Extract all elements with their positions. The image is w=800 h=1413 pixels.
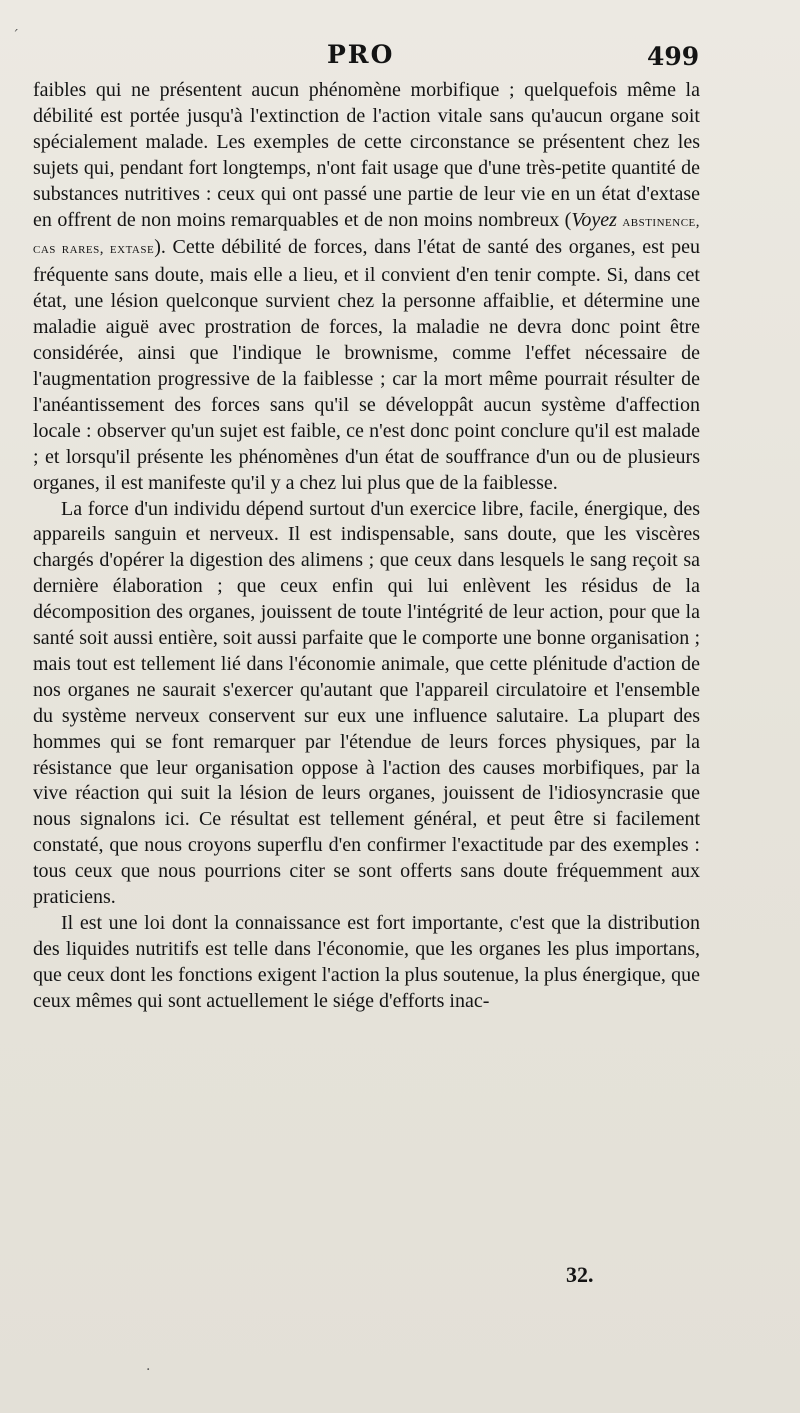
paragraph-1 — [33, 78, 700, 497]
body-text — [33, 78, 700, 1015]
paragraph-2: La force d'un individu dépend surtout d'un exercice libre, facile, énergique, des appareils sanguin et nerveux. Il est indispensable, sans doute, que les viscères chargés d'opérer la digestion des alimens ; que ceux dans lesquels le sang reçoit sa dernière élaboration ; que ceux enfin qui lui enlèvent les résidus de la décomposition des organes, jouissent de toute l'intégrité de leur action, pour que la santé soit aussi entière, soit aussi parfaite que le comporte une bonne organisation ; mais tout est tellement lié dans l'économie animale, que cette plénitude d'action de nos organes ne saurait s'exercer qu'autant que l'appareil circulatoire et l'ensemble du système nerveux conservent sur eux une influence salutaire. La plupart des hommes qui se font remarquer par l'étendue de leurs forces physiques, par la résistance que leur organisation oppose à l'action des causes morbifiques, par la vive réaction qui suit la lésion de leurs organes, jouissent de l'idiosyncrasie que nous signalons ici. Ce résultat est tellement général, et peut être si facilement constaté, que nous croyons superflu d'en confirmer l'exactitude par des exemples : tous ceux que nous pourrions citer se sont offerts sans doute fréquemment aux praticiens. — [33, 497, 700, 909]
voyez-label: Voyez — [571, 208, 617, 231]
running-head: PRO — [327, 40, 395, 69]
paragraph-3: Il est une loi dont la connaissance est fort importante, c'est que la distribution des liquides nutritifs est telle dans l'économie, que les organes les plus importans, que ceux dont les fonctions exigent l'action la plus soutenue, la plus énergique, que ceux mêmes qui sont actuellement le siége d'efforts inac- — [33, 912, 700, 1012]
page-speck: · — [146, 1362, 151, 1378]
page-number: 499 — [647, 42, 700, 71]
signature-mark: 32. — [566, 1262, 594, 1287]
cross-references: abstinence, cas rares, extase — [33, 213, 701, 258]
page-speck: ´ — [12, 28, 19, 44]
paragraph-1-text-b: ). Cette débilité de forces, dans l'état de santé des organes, est peu fréquente sans doute, mais elle a lieu, et il convient d'en tenir compte. Si, dans cet état, une lésion quelconque survient chez la personne affaiblie, et détermine une maladie aiguë avec prostration de forces, la maladie ne devra donc point être considérée, ainsi que l'indique le brownisme, comme l'effet nécessaire de l'augmentation progressive de la faiblesse ; car la mort même pourrait résulter de l'anéantissement des forces sans qu'il se développât aucun système d'affection locale : observer qu'un sujet est faible, ce n'est donc point conclure qu'il est malade ; et lorsqu'il présente les phénomènes d'un état de souffrance d'un ou de plusieurs organes, il est manifeste qu'il y a chez lui plus que de la faiblesse. — [33, 236, 700, 494]
page-header — [0, 40, 800, 74]
paragraph-1-text-a: faibles qui ne présentent aucun phénomène morbifique ; quelquefois même la débilité est portée jusqu'à l'extinction de l'action vitale sans qu'aucun organe soit spécialement malade. Les exemples de cette circonstance se présentent chez les sujets qui, pendant fort longtemps, n'ont fait usage que d'une très-petite quantité de substances nutritives : ceux qui ont passé une partie de leur vie en un état d'extase en offrent de non moins remarquables et de non moins nombreux ( — [33, 79, 700, 231]
